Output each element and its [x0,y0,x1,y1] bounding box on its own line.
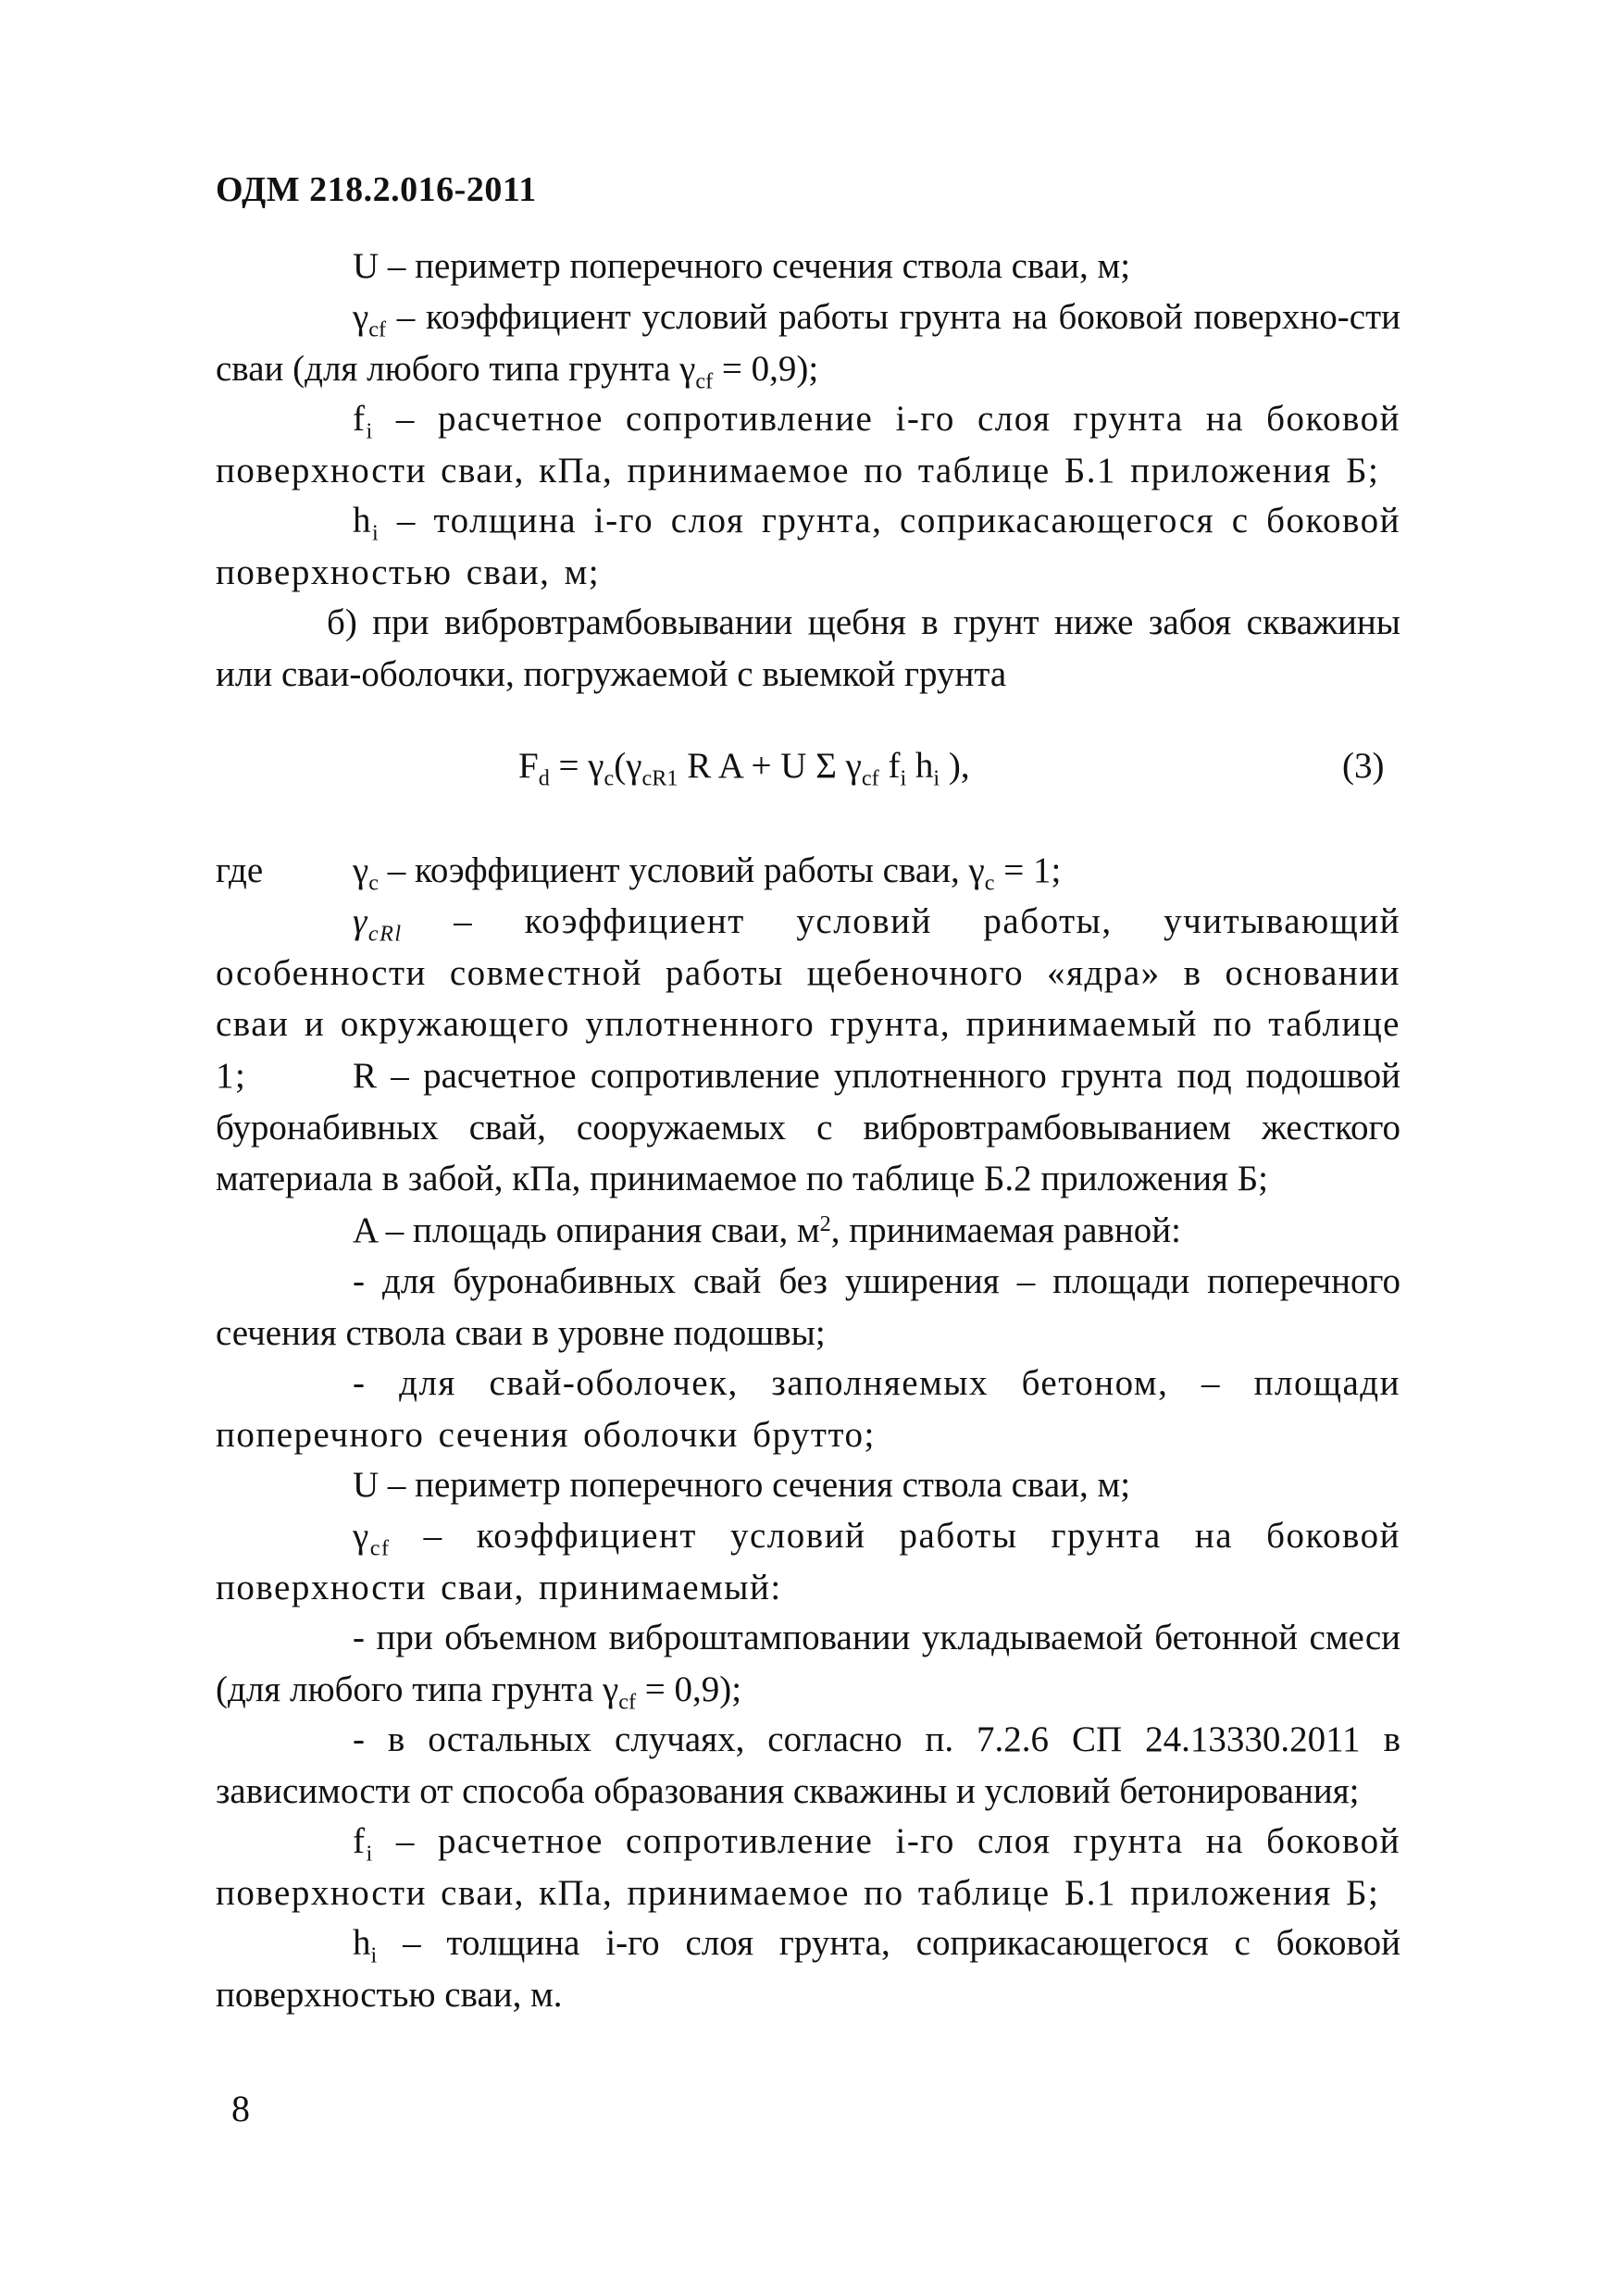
definition-a-text: – площадь опирания сваи, м [385,1210,820,1250]
definition-gamma-cf-item-1: - при объемном виброштамповании укладываемой бетонной смеси (для любого типа грунта $\gamma_{cf} = 0,9$); [216,1618,1400,1714]
definition-gamma-c: $\gamma_c$ – коэффициент условий работы сваи, $\gamma_c = 1$; [353,850,1062,896]
definition-hi-2-text: – толщина i-го слоя грунта, соприкасающегося с боковой поверхностью сваи, м. [216,1923,1401,2015]
definition-gamma-c-value: = 1; [994,850,1062,890]
definition-gamma-cr1-text: – коэффициент условий работы, учитывающий особенности совместной работы щебеночного «ядра» в основании сваи и окружающего уплотненного грунта, принимаемый по таблице 1; [216,901,1400,1096]
definition-fi: $f_i$ – расчетное сопротивление i-го слоя грунта на боковой поверхности сваи, кПа, принимаемое по таблице Б.1 приложения Б; [216,399,1400,490]
definition-gamma-cf-value: = 0,9); [713,348,819,389]
definition-gamma-cf-2-text: – коэффициент условий работы грунта на боковой поверхности сваи, принимаемый: [216,1516,1400,1607]
definition-gamma-cf-text: – коэффициент условий работы грунта на боковой поверхно-сти сваи (для любого типа грунта [216,297,1401,389]
item-b-paragraph: б) при вибровтрамбовывании щебня в грунт ниже забоя скважины или сваи-оболочки, погружаемой с выемкой грунта [216,602,1400,694]
definition-a-item-1: - для буронабивных свай без уширения – площади поперечного сечения ствола сваи в уровне подошвы; [216,1261,1400,1353]
definition-fi-2: $f_i$ – расчетное сопротивление i-го слоя грунта на боковой поверхности сваи, кПа, принимаемое по таблице Б.1 приложения Б; [216,1821,1400,1913]
formula-number: (3) [1342,746,1385,786]
definition-fi-2-text: – расчетное сопротивление i-го слоя грунта на боковой поверхности сваи, кПа, принимаемое по таблице Б.1 приложения Б; [216,1821,1400,1913]
definition-u-2: U – периметр поперечного сечения ствола сваи, м; [353,1465,1131,1505]
definition-hi: $h_i$ – толщина i-го слоя грунта, соприкасающегося с боковой поверхностью сваи, м; [216,501,1401,592]
definition-gamma-cf-2: $\gamma_{cf}$ – коэффициент условий работы грунта на боковой поверхности сваи, принимаемый: [216,1516,1400,1607]
formula-3: $F_d = \gamma_c(\gamma_{cR1}$ R A + U Σ $\gamma_{cf}$ $f_i$ $h_i$ ), [518,746,970,791]
definition-hi-text: – толщина i-го слоя грунта, соприкасающегося с боковой поверхностью сваи, м; [216,501,1401,592]
definition-r: R – расчетное сопротивление уплотненного грунта под подошвой буронабивных свай, сооружаемых с вибровтрамбовыванием жесткого материала в забой, кПа, принимаемое по таблице Б.2 приложения Б; [216,1056,1400,1198]
definition-u-text: – периметр поперечного сечения ствола сваи, м; [387,246,1131,286]
definition-gamma-cf-item-1-text: - при объемном виброштамповании укладываемой бетонной смеси (для любого типа грунта [216,1618,1400,1709]
definition-u-2-text: – периметр поперечного сечения ствола сваи, м; [387,1465,1131,1505]
document-code-header: ОДМ 218.2.016-2011 [216,170,537,209]
definition-r-text: – расчетное сопротивление уплотненного грунта под подошвой буронабивных свай, сооружаемых с вибровтрамбовыванием жесткого материала в забой, кПа, принимаемое по таблице Б.2 приложения Б; [216,1056,1400,1198]
definition-gamma-cf-item-1-value: = 0,9); [636,1669,742,1709]
definition-hi-2: $h_i$ – толщина i-го слоя грунта, соприкасающегося с боковой поверхностью сваи, м. [216,1923,1401,2015]
definition-gamma-c-text: – коэффициент условий работы сваи, [387,850,969,890]
definition-gamma-cf: $\gamma_{cf}$ – коэффициент условий работы грунта на боковой поверхно-сти сваи (для любого типа грунта $\gamma_{cf} = 0,9$); [216,297,1401,393]
definition-gamma-cr1: $\gamma_{cRl}$ – коэффициент условий работы, учитывающий особенности совместной работы щебеночного «ядра» в основании сваи и окружающего уплотненного грунта, принимаемый по таблице 1; [216,901,1400,1096]
definition-a-item-2: - для свай-оболочек, заполняемых бетоном, – площади поперечного сечения оболочки брутто; [216,1363,1400,1455]
definition-a: A – площадь опирания сваи, $м^2$, принимаемая равной: [353,1210,1181,1250]
definition-a-text-2: , принимаемая равной: [830,1210,1181,1250]
where-label: где [216,850,264,890]
page-number: 8 [231,2088,250,2129]
definition-u: U – периметр поперечного сечения ствола сваи, м; [353,246,1131,286]
definition-fi-text: – расчетное сопротивление i-го слоя грунта на боковой поверхности сваи, кПа, принимаемое по таблице Б.1 приложения Б; [216,399,1400,490]
definition-gamma-cf-item-2: - в остальных случаях, согласно п. 7.2.6 СП 24.13330.2011 в зависимости от способа образования скважины и условий бетонирования; [216,1719,1400,1811]
